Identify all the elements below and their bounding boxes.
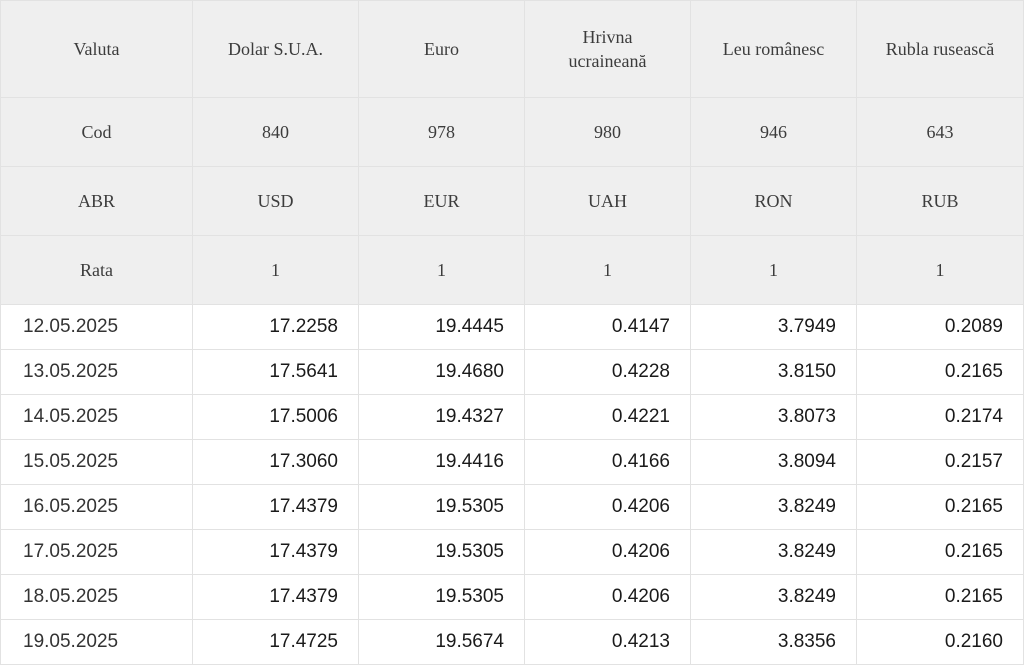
currency-abbr-usd: USD (193, 167, 359, 236)
currency-abbr-uah: UAH (525, 167, 691, 236)
currency-rate-rub: 1 (857, 236, 1024, 305)
currency-rate-ron: 1 (691, 236, 857, 305)
row-date: 12.05.2025 (1, 305, 193, 350)
value-usd: 17.2258 (193, 305, 359, 350)
table-body (1, 305, 1024, 665)
currency-name-ron: Leu românesc (691, 1, 857, 98)
value-ron: 3.7949 (691, 305, 857, 350)
header-row-codes (1, 98, 1024, 167)
value-usd: 17.4379 (193, 530, 359, 575)
value-ron: 3.8150 (691, 350, 857, 395)
value-ron: 3.8094 (691, 440, 857, 485)
currency-abbr-ron: RON (691, 167, 857, 236)
value-uah: 0.4206 (525, 575, 691, 620)
value-usd: 17.5006 (193, 395, 359, 440)
value-ron: 3.8249 (691, 530, 857, 575)
header-row-abbreviations (1, 167, 1024, 236)
value-uah: 0.4228 (525, 350, 691, 395)
header-row-currency-names (1, 1, 1024, 98)
value-uah: 0.4213 (525, 620, 691, 665)
value-usd: 17.5641 (193, 350, 359, 395)
header-row-rate (1, 236, 1024, 305)
value-uah: 0.4221 (525, 395, 691, 440)
value-ron: 3.8249 (691, 575, 857, 620)
value-usd: 17.3060 (193, 440, 359, 485)
value-usd: 17.4725 (193, 620, 359, 665)
currency-code-uah: 980 (525, 98, 691, 167)
table-row (1, 395, 1024, 440)
header-label-rata: Rata (1, 236, 193, 305)
value-uah: 0.4206 (525, 485, 691, 530)
currency-code-rub: 643 (857, 98, 1024, 167)
value-eur: 19.5674 (359, 620, 525, 665)
value-eur: 19.4680 (359, 350, 525, 395)
value-ron: 3.8249 (691, 485, 857, 530)
row-date: 19.05.2025 (1, 620, 193, 665)
value-rub: 0.2165 (857, 530, 1024, 575)
header-label-cod: Cod (1, 98, 193, 167)
currency-name-eur: Euro (359, 1, 525, 98)
value-eur: 19.5305 (359, 485, 525, 530)
value-uah: 0.4147 (525, 305, 691, 350)
value-eur: 19.4445 (359, 305, 525, 350)
row-date: 14.05.2025 (1, 395, 193, 440)
value-uah: 0.4206 (525, 530, 691, 575)
currency-rate-uah: 1 (525, 236, 691, 305)
value-eur: 19.4327 (359, 395, 525, 440)
value-eur: 19.5305 (359, 530, 525, 575)
currency-code-eur: 978 (359, 98, 525, 167)
row-date: 18.05.2025 (1, 575, 193, 620)
value-ron: 3.8356 (691, 620, 857, 665)
value-uah: 0.4166 (525, 440, 691, 485)
table-row (1, 485, 1024, 530)
value-rub: 0.2157 (857, 440, 1024, 485)
table-header (1, 1, 1024, 305)
value-rub: 0.2089 (857, 305, 1024, 350)
header-label-abr: ABR (1, 167, 193, 236)
row-date: 16.05.2025 (1, 485, 193, 530)
value-eur: 19.5305 (359, 575, 525, 620)
currency-name-rub: Rubla rusească (857, 1, 1024, 98)
currency-abbr-eur: EUR (359, 167, 525, 236)
value-ron: 3.8073 (691, 395, 857, 440)
value-eur: 19.4416 (359, 440, 525, 485)
table-row (1, 575, 1024, 620)
table-row (1, 440, 1024, 485)
currency-name-uah (525, 1, 691, 98)
table-row (1, 530, 1024, 575)
table-row (1, 305, 1024, 350)
value-rub: 0.2165 (857, 575, 1024, 620)
value-rub: 0.2165 (857, 485, 1024, 530)
currency-name-usd: Dolar S.U.A. (193, 1, 359, 98)
row-date: 17.05.2025 (1, 530, 193, 575)
value-rub: 0.2165 (857, 350, 1024, 395)
header-label-valuta: Valuta (1, 1, 193, 98)
currency-rate-eur: 1 (359, 236, 525, 305)
currency-code-ron: 946 (691, 98, 857, 167)
currency-name-uah-text: Hrivna ucraineană (568, 27, 647, 71)
row-date: 15.05.2025 (1, 440, 193, 485)
currency-code-usd: 840 (193, 98, 359, 167)
value-rub: 0.2160 (857, 620, 1024, 665)
row-date: 13.05.2025 (1, 350, 193, 395)
value-usd: 17.4379 (193, 485, 359, 530)
table-row (1, 620, 1024, 665)
currency-rate-usd: 1 (193, 236, 359, 305)
value-usd: 17.4379 (193, 575, 359, 620)
table-row (1, 350, 1024, 395)
currency-abbr-rub: RUB (857, 167, 1024, 236)
value-rub: 0.2174 (857, 395, 1024, 440)
